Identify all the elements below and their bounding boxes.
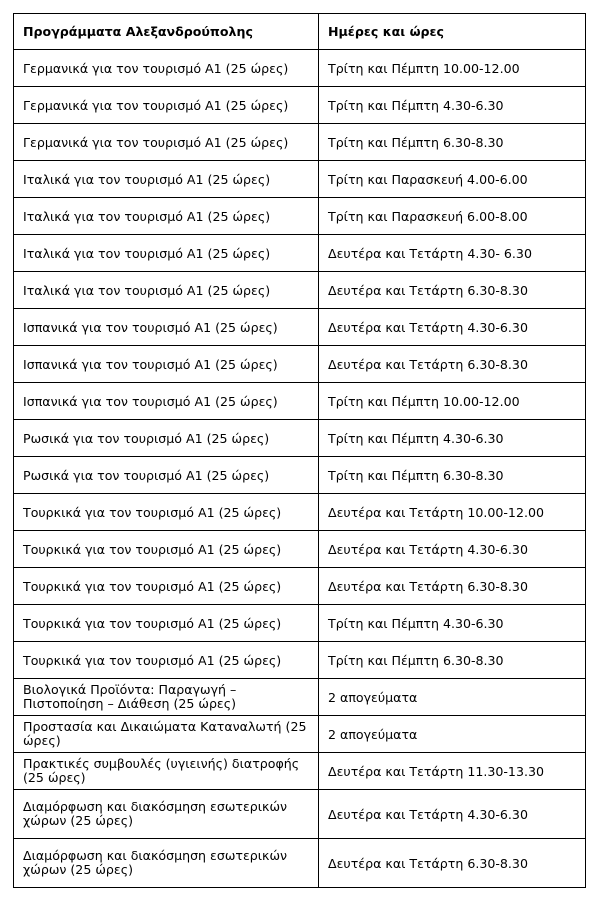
program-cell: Πρακτικές συμβουλές (υγιεινής) διατροφής (25 ώρες) <box>14 753 319 790</box>
table-header-row <box>14 14 586 50</box>
schedule-cell: Τρίτη και Πέμπτη 6.30-8.30 <box>319 457 586 494</box>
table-row <box>14 679 586 716</box>
table-row <box>14 753 586 790</box>
table-row <box>14 272 586 309</box>
schedule-cell: Τρίτη και Πέμπτη 4.30-6.30 <box>319 420 586 457</box>
table-row <box>14 494 586 531</box>
program-cell: Γερμανικά για τον τουρισμό Α1 (25 ώρες) <box>14 87 319 124</box>
schedule-cell: Τρίτη και Πέμπτη 10.00-12.00 <box>319 50 586 87</box>
table-row <box>14 383 586 420</box>
schedule-cell: Τρίτη και Παρασκευή 6.00-8.00 <box>319 198 586 235</box>
schedule-cell: Δευτέρα και Τετάρτη 4.30-6.30 <box>319 309 586 346</box>
table-row <box>14 568 586 605</box>
program-cell: Τουρκικά για τον τουρισμό Α1 (25 ώρες) <box>14 494 319 531</box>
schedule-cell: Τρίτη και Πέμπτη 4.30-6.30 <box>319 605 586 642</box>
header-days-hours: Ημέρες και ώρες <box>319 14 586 50</box>
schedule-cell: Δευτέρα και Τετάρτη 6.30-8.30 <box>319 272 586 309</box>
schedule-cell: Τρίτη και Πέμπτη 10.00-12.00 <box>319 383 586 420</box>
program-cell: Βιολογικά Προϊόντα: Παραγωγή – Πιστοποίηση – Διάθεση (25 ώρες) <box>14 679 319 716</box>
program-cell: Ισπανικά για τον τουρισμό Α1 (25 ώρες) <box>14 309 319 346</box>
table-row <box>14 346 586 383</box>
program-cell: Ιταλικά για τον τουρισμό Α1 (25 ώρες) <box>14 161 319 198</box>
schedule-cell: 2 απογεύματα <box>319 679 586 716</box>
program-cell: Προστασία και Δικαιώματα Καταναλωτή (25 ώρες) <box>14 716 319 753</box>
table-row <box>14 161 586 198</box>
schedule-cell: Δευτέρα και Τετάρτη 4.30- 6.30 <box>319 235 586 272</box>
table-row <box>14 531 586 568</box>
program-cell: Τουρκικά για τον τουρισμό Α1 (25 ώρες) <box>14 642 319 679</box>
table-row <box>14 309 586 346</box>
program-cell: Τουρκικά για τον τουρισμό Α1 (25 ώρες) <box>14 531 319 568</box>
program-cell: Ρωσικά για τον τουρισμό Α1 (25 ώρες) <box>14 457 319 494</box>
schedule-cell: Δευτέρα και Τετάρτη 11.30-13.30 <box>319 753 586 790</box>
schedule-cell: Δευτέρα και Τετάρτη 6.30-8.30 <box>319 839 586 888</box>
program-cell: Διαμόρφωση και διακόσμηση εσωτερικών χώρων (25 ώρες) <box>14 790 319 839</box>
table-row <box>14 420 586 457</box>
schedule-cell: Τρίτη και Παρασκευή 4.00-6.00 <box>319 161 586 198</box>
schedule-table-container <box>13 13 586 888</box>
schedule-cell: Τρίτη και Πέμπτη 4.30-6.30 <box>319 87 586 124</box>
program-cell: Ιταλικά για τον τουρισμό Α1 (25 ώρες) <box>14 198 319 235</box>
schedule-cell: Δευτέρα και Τετάρτη 6.30-8.30 <box>319 346 586 383</box>
header-programs: Προγράμματα Αλεξανδρούπολης <box>14 14 319 50</box>
table-row <box>14 839 586 888</box>
table-row <box>14 642 586 679</box>
program-cell: Διαμόρφωση και διακόσμηση εσωτερικών χώρων (25 ώρες) <box>14 839 319 888</box>
program-cell: Ιταλικά για τον τουρισμό Α1 (25 ώρες) <box>14 272 319 309</box>
program-cell: Τουρκικά για τον τουρισμό Α1 (25 ώρες) <box>14 605 319 642</box>
table-row <box>14 716 586 753</box>
table-row <box>14 124 586 161</box>
schedule-cell: Δευτέρα και Τετάρτη 10.00-12.00 <box>319 494 586 531</box>
table-row <box>14 235 586 272</box>
program-cell: Ισπανικά για τον τουρισμό Α1 (25 ώρες) <box>14 383 319 420</box>
program-cell: Ισπανικά για τον τουρισμό Α1 (25 ώρες) <box>14 346 319 383</box>
schedule-cell: Δευτέρα και Τετάρτη 4.30-6.30 <box>319 790 586 839</box>
schedule-cell: Τρίτη και Πέμπτη 6.30-8.30 <box>319 124 586 161</box>
table-row <box>14 198 586 235</box>
schedule-cell: Δευτέρα και Τετάρτη 6.30-8.30 <box>319 568 586 605</box>
schedule-cell: Τρίτη και Πέμπτη 6.30-8.30 <box>319 642 586 679</box>
table-row <box>14 605 586 642</box>
program-cell: Ιταλικά για τον τουρισμό Α1 (25 ώρες) <box>14 235 319 272</box>
table-row <box>14 457 586 494</box>
schedule-cell: 2 απογεύματα <box>319 716 586 753</box>
program-cell: Τουρκικά για τον τουρισμό Α1 (25 ώρες) <box>14 568 319 605</box>
program-cell: Ρωσικά για τον τουρισμό Α1 (25 ώρες) <box>14 420 319 457</box>
program-cell: Γερμανικά για τον τουρισμό Α1 (25 ώρες) <box>14 50 319 87</box>
table-row <box>14 50 586 87</box>
schedule-table <box>13 13 586 888</box>
program-cell: Γερμανικά για τον τουρισμό Α1 (25 ώρες) <box>14 124 319 161</box>
table-row <box>14 790 586 839</box>
table-row <box>14 87 586 124</box>
schedule-cell: Δευτέρα και Τετάρτη 4.30-6.30 <box>319 531 586 568</box>
